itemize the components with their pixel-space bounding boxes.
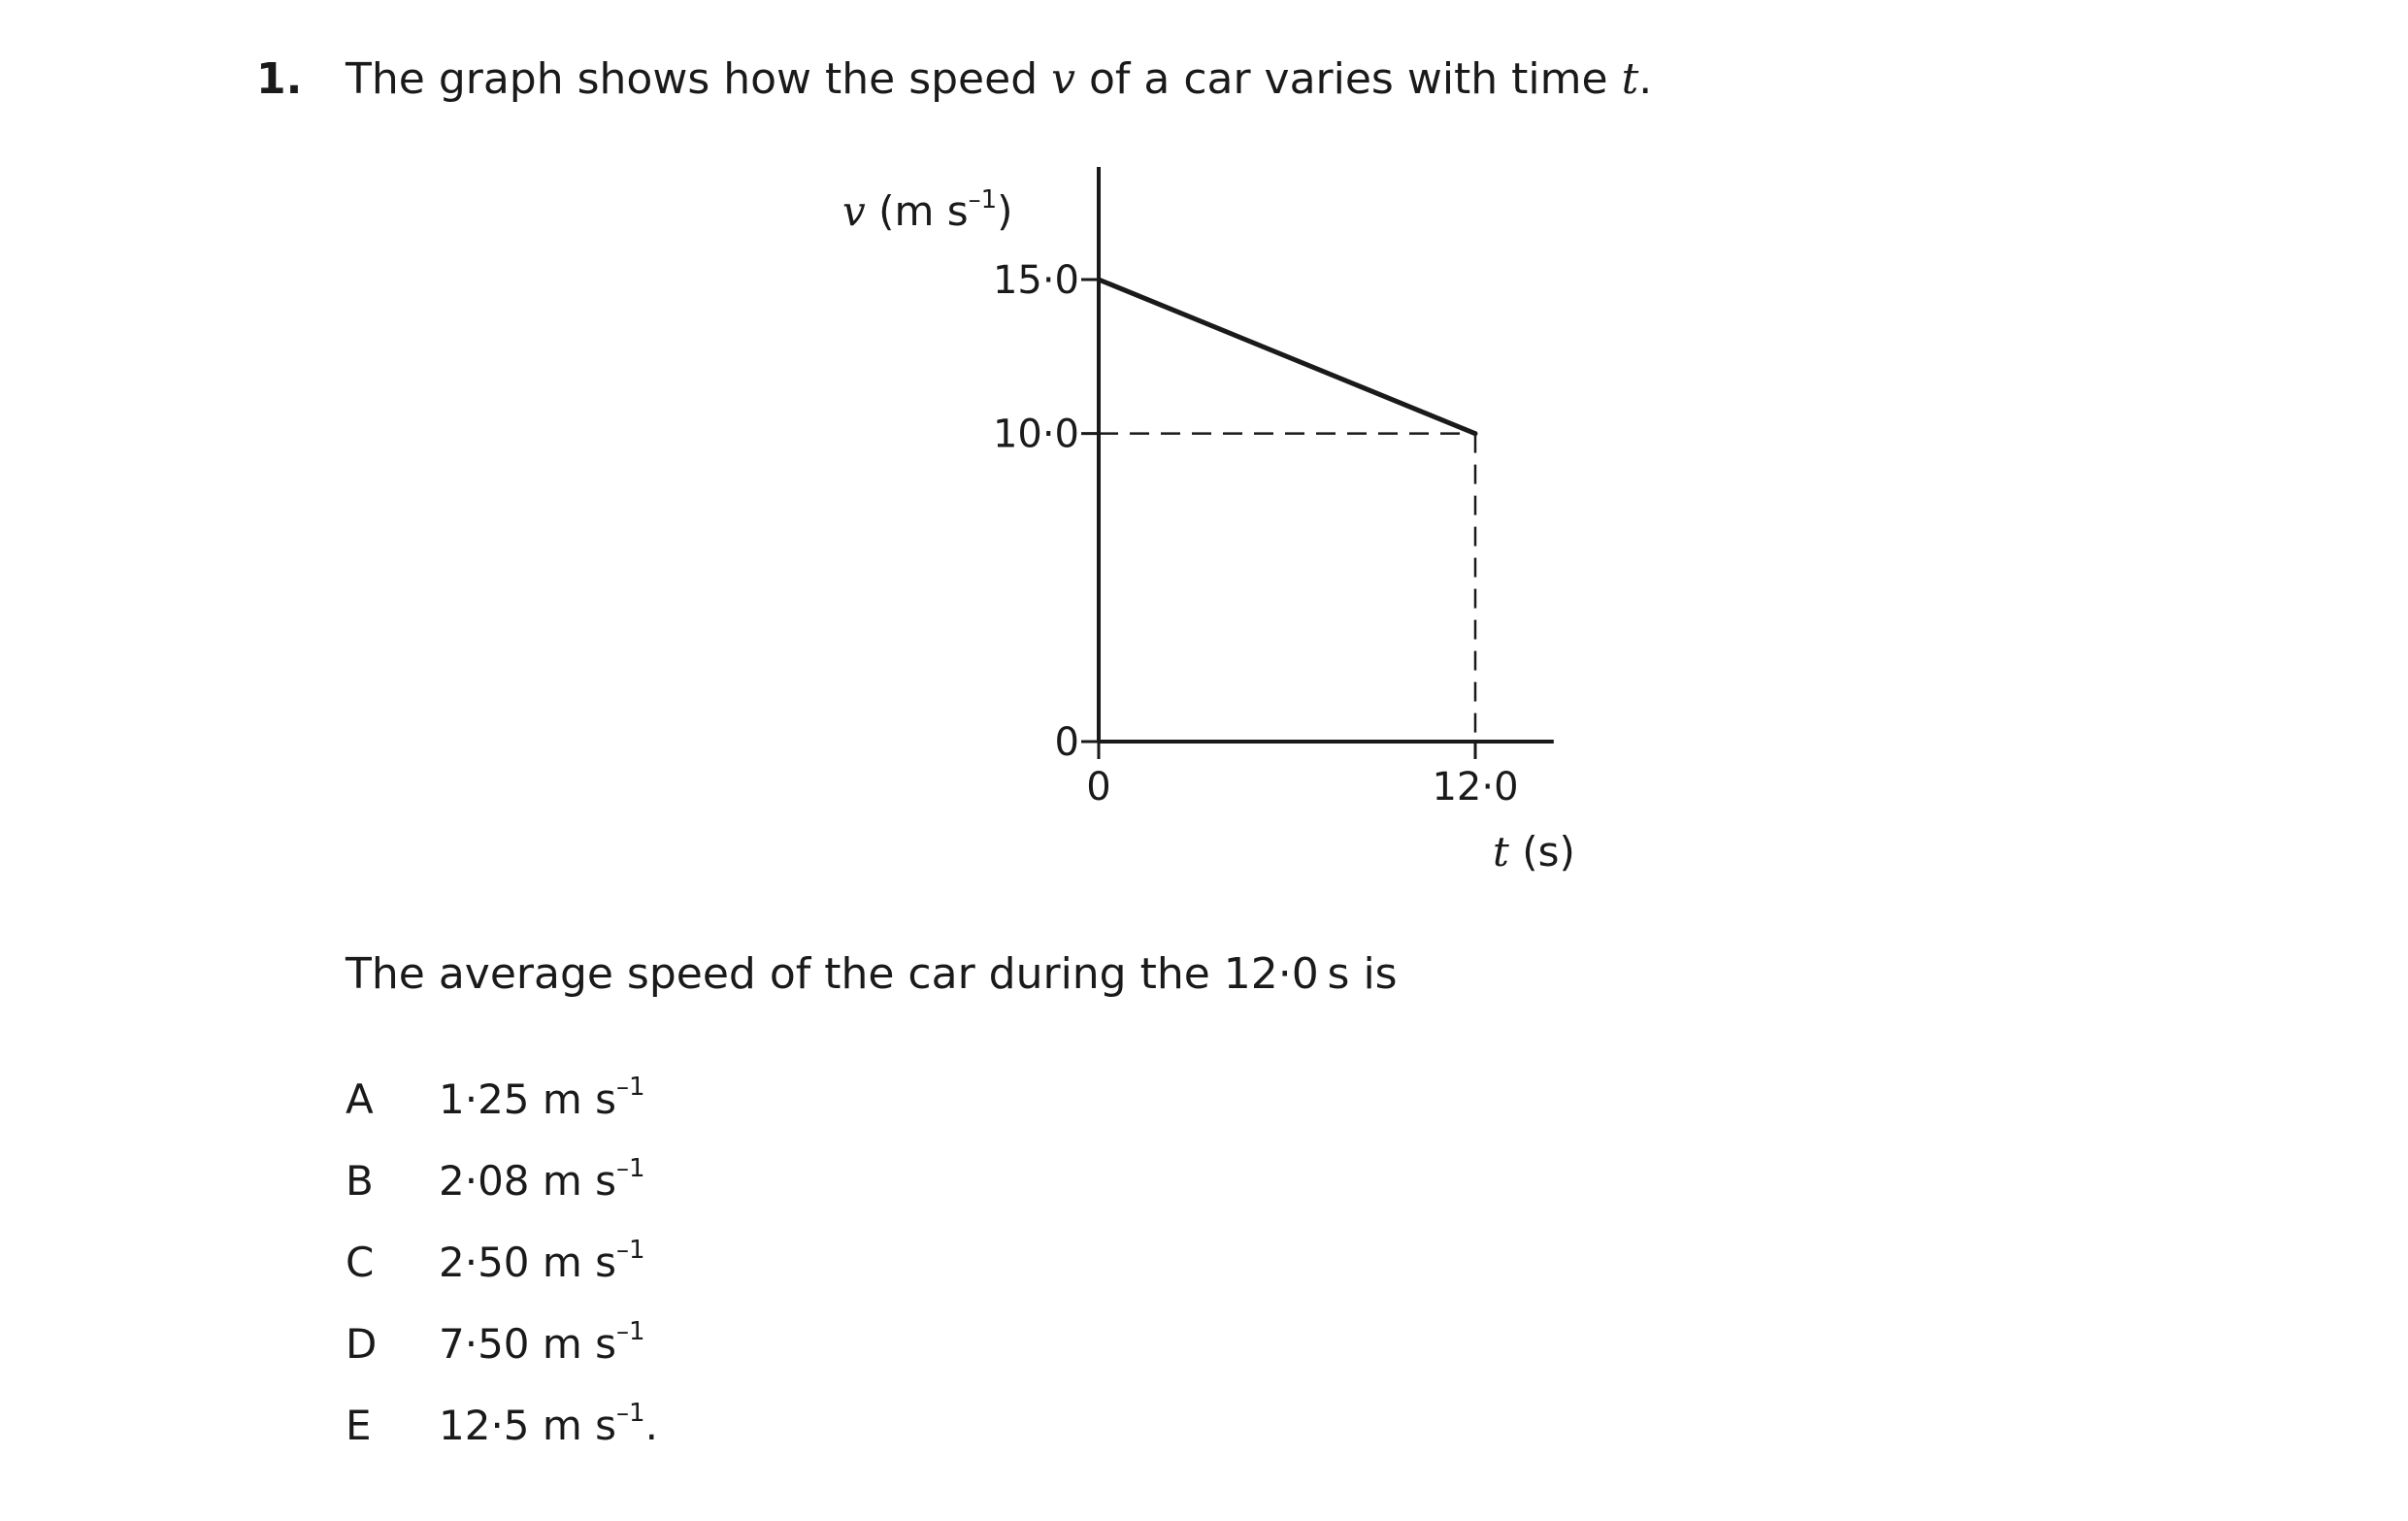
x-axis-label-var: t	[1493, 828, 1509, 876]
option-end-punct: .	[644, 1402, 658, 1449]
stem-var-t: t	[1621, 54, 1639, 104]
y-axis-label-sup: –1	[968, 185, 998, 215]
graph-ticks	[993, 258, 1519, 810]
y-axis-label	[842, 185, 1013, 235]
stem-var-v: v	[1051, 54, 1075, 104]
option-value: 2·08 m s	[439, 1157, 617, 1205]
option-unit-exponent: –1	[616, 1154, 645, 1183]
x-tick-label: 0	[1086, 765, 1111, 810]
option-letter: A	[346, 1075, 374, 1123]
option-letter: D	[346, 1320, 378, 1368]
option-letter: B	[346, 1157, 374, 1205]
y-axis-label-unit: (m s	[865, 187, 969, 235]
data-point	[1472, 431, 1477, 436]
option-a	[346, 1064, 645, 1127]
y-tick-label: 15·0	[992, 258, 1079, 304]
option-value: 1·25 m s	[439, 1075, 617, 1123]
stem-text-2: of a car varies with time	[1074, 54, 1622, 104]
option-value: 12·5 m s	[439, 1402, 617, 1449]
y-tick-label: 0	[1054, 720, 1079, 765]
option-c	[346, 1227, 645, 1290]
y-axis-label-close: )	[997, 187, 1013, 235]
option-e	[346, 1390, 658, 1453]
option-letter: C	[346, 1239, 375, 1286]
data-point	[1097, 278, 1102, 282]
graph-axes	[1099, 167, 1554, 742]
y-tick-label: 10·0	[992, 412, 1079, 457]
question-prompt: The average speed of the car during the 12·0 s is	[346, 949, 1398, 999]
option-value: 2·50 m s	[439, 1239, 617, 1286]
x-tick-label: 12·0	[1432, 765, 1519, 810]
stem-text-1: The graph shows how the speed	[346, 54, 1052, 104]
option-unit-exponent: –1	[616, 1236, 645, 1265]
graph-series	[1097, 278, 1478, 437]
option-value: 7·50 m s	[439, 1320, 617, 1368]
speed-line	[1099, 280, 1475, 434]
y-axis-label-var: v	[842, 187, 866, 235]
option-d	[346, 1308, 645, 1372]
option-unit-exponent: –1	[616, 1073, 645, 1102]
x-axis-label	[1493, 828, 1575, 876]
option-unit-exponent: –1	[616, 1317, 645, 1346]
x-axis-label-unit: (s)	[1508, 828, 1575, 876]
option-letter: E	[346, 1402, 372, 1449]
question-number: 1.	[256, 54, 303, 104]
graph-guides	[1099, 434, 1475, 742]
option-b	[346, 1145, 645, 1208]
stem-text-3: .	[1638, 54, 1653, 104]
option-unit-exponent: –1	[616, 1399, 645, 1428]
